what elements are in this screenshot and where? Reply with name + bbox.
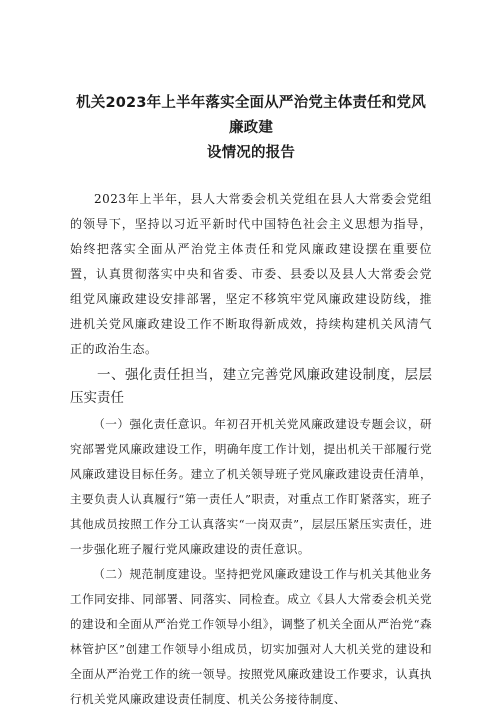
paragraph-system-building: （二）规范制度建设。坚持把党风廉政建设工作与机关其他业务工作同安排、同部署、同落实、同检查。成立《县人大常委会机关党的建设和全面从严治党工作领导小组》，调整了机关全面从严治党“森林管护区”创建工作领导小组成员，切实加强对人大机关党的建设和全面从严治党工作的统一领导。按照党风廉政建设工作要求，认真执行机关党风廉政建设责任制度、机关公务接待制度、 — [70, 567, 432, 706]
section-heading-1: 一、强化责任担当，建立完善党风廉政建设制度，层层压实责任 — [70, 367, 432, 406]
intro-paragraph: 2023年上半年，县人大常委会机关党组在县人大常委会党组的领导下，坚持以习近平新时代中国特色社会主义思想为指导，始终把落实全面从严治党主体责任和党风廉政建设摆在重要位置，认真贯彻落实中央和省委、市委、县委以及县人大常委会党组党风廉政建设安排部署，坚定不移筑牢党风廉政建设防线，推进机关党风廉政建设工作不断取得新成效，持续构建机关风清气正的政治生态。 — [70, 192, 432, 356]
document-title — [70, 91, 432, 166]
title-line-1: 机关2023年上半年落实全面从严治党主体责任和党风廉政建 — [76, 95, 426, 136]
paragraph-responsibility: （一）强化责任意识。年初召开机关党风廉政建设专题会议，研究部署党风廉政建设工作，明确年度工作计划，提出机关干部履行党风廉政建设目标任务。建立了机关领导班子党风廉政建设责任清单，主要负责人认真履行“第一责任人”职责，对重点工作盯紧落实，班子其他成员按照工作分工认真落实“一岗双责”，层层压紧压实责任，进一步强化班子履行党风廉政建设的责任意识。 — [70, 417, 432, 556]
title-line-2: 设情况的报告 — [206, 145, 296, 161]
